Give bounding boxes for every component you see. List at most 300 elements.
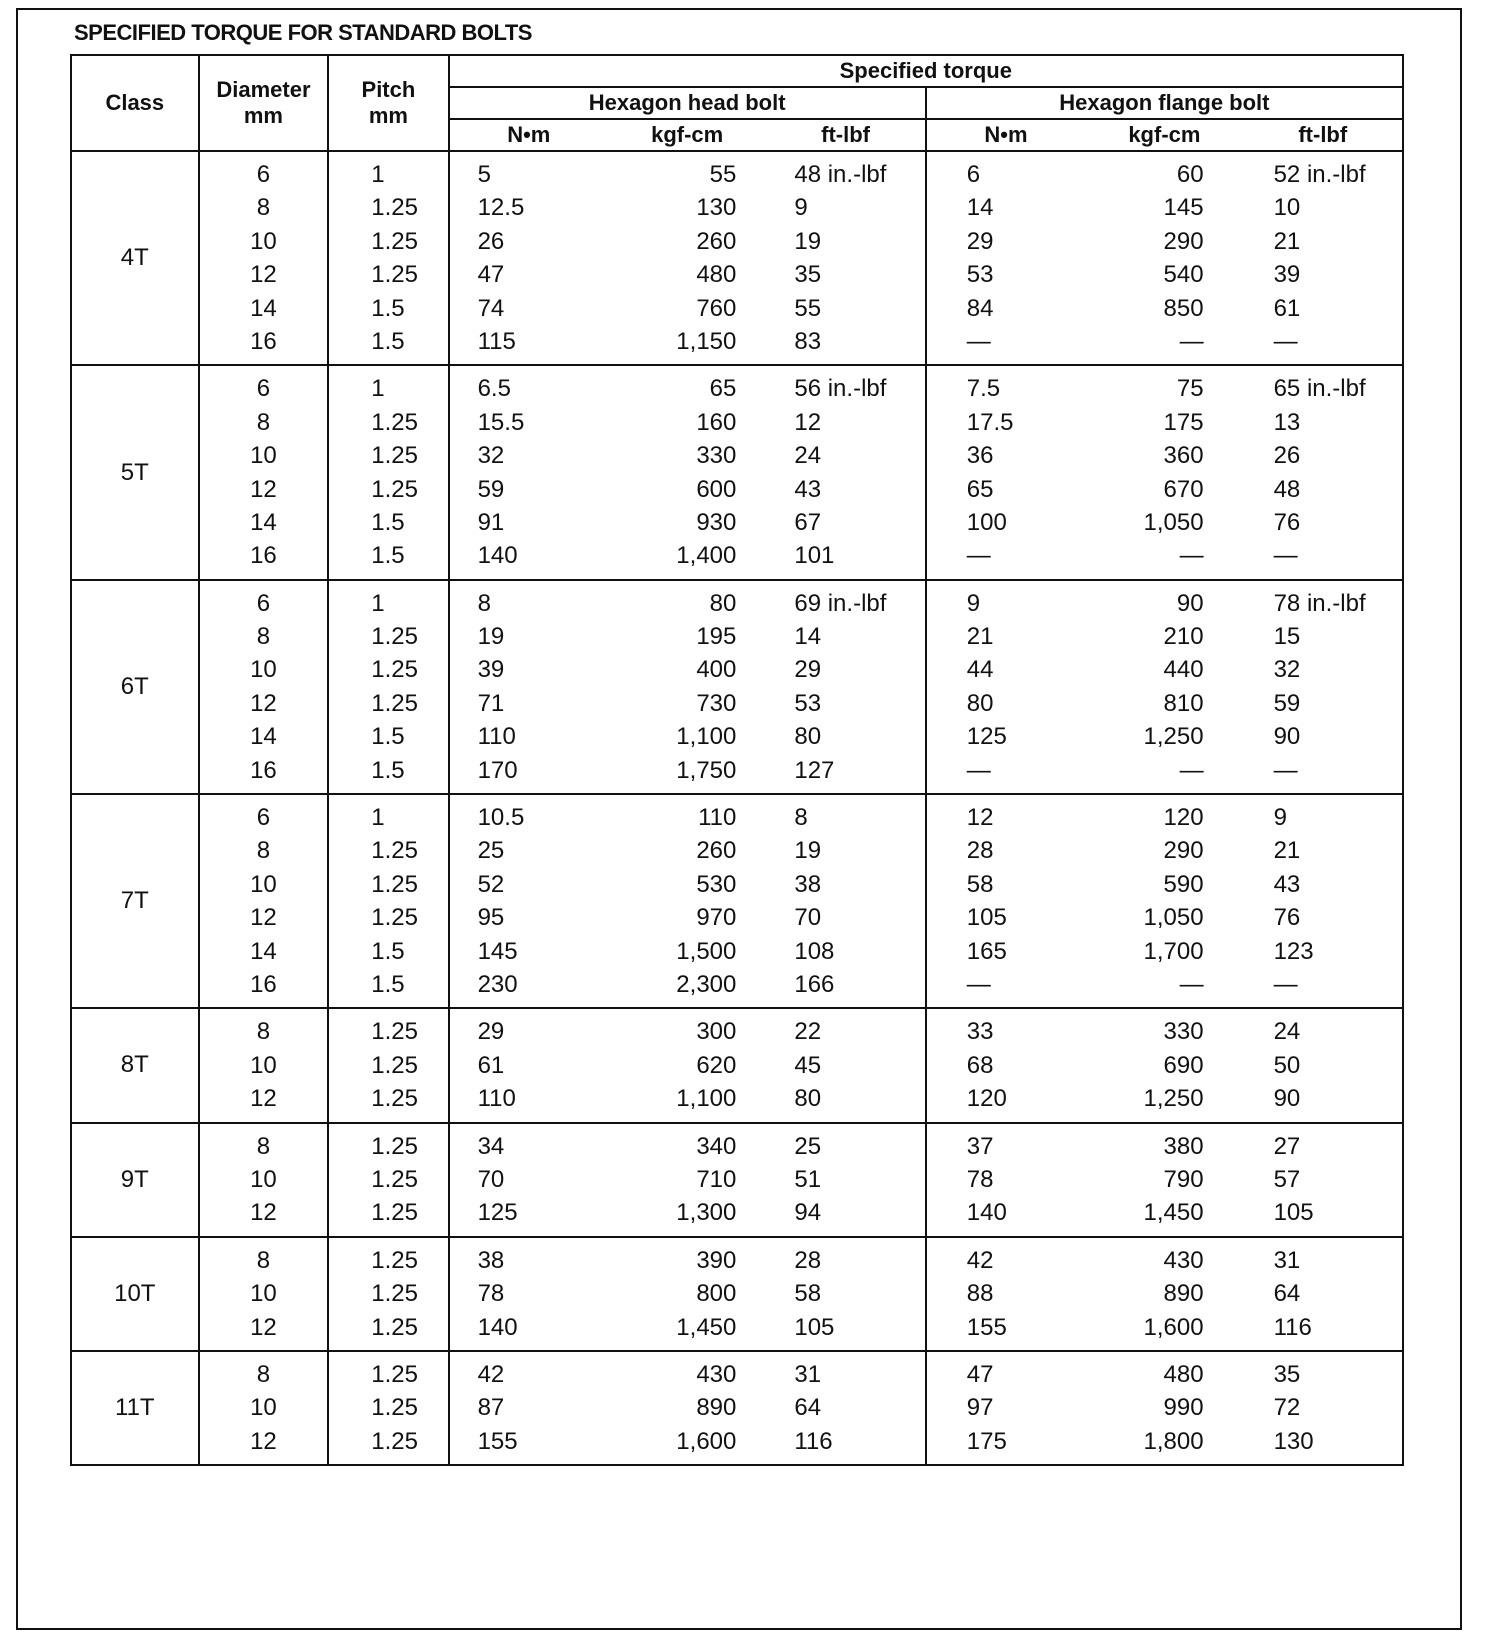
table-cell: 1.25 [371, 227, 418, 255]
table-cell: 166 [794, 970, 835, 998]
table-cell: 1.25 [371, 1165, 418, 1193]
table-cell: 145 [477, 937, 518, 965]
table-cell: — [1179, 756, 1204, 784]
page-title: SPECIFIED TORQUE FOR STANDARD BOLTS [74, 20, 532, 45]
table-cell: 1.25 [371, 1199, 418, 1227]
table-cell: 80 [794, 723, 822, 751]
table-cell: 600 [696, 475, 737, 503]
head-kgf-column [608, 801, 766, 1001]
table-cell: 8 [256, 194, 271, 222]
flange-kgf-column [1085, 1130, 1243, 1230]
table-cell: 44 [966, 656, 994, 684]
table-cell: 25 [477, 837, 505, 865]
table-cell: 1,100 [676, 723, 737, 751]
table-cell: 68 [966, 1051, 994, 1079]
header-flange-ftlbf: ft-lbf [1298, 122, 1348, 147]
header-diameter: Diameter mm [199, 55, 329, 151]
table-cell: 10.5 [477, 804, 525, 832]
table-cell: 29 [794, 656, 822, 684]
table-cell: 430 [1163, 1246, 1204, 1274]
header-hexagon-head-bolt: Hexagon head bolt [449, 87, 926, 119]
table-cell: 14 [250, 937, 277, 965]
table-cell: 43 [1273, 870, 1301, 898]
table-cell: 15 [1273, 623, 1301, 651]
table-cell: 51 [794, 1165, 822, 1193]
table-cell: 59 [477, 475, 505, 503]
class-cell [71, 794, 199, 1008]
table-cell: 540 [1163, 261, 1204, 289]
table-cell: 125 [966, 723, 1007, 751]
table-cell: 12 [250, 475, 277, 503]
header-head-nm: N•m [507, 122, 551, 147]
table-cell: 5 [477, 161, 491, 188]
table-cell: 47 [966, 1360, 994, 1388]
table-cell: 21 [966, 623, 994, 651]
table-cell: 75 [1176, 375, 1204, 403]
table-cell: 35 [794, 261, 822, 289]
table-cell: 64 [1273, 1280, 1301, 1308]
table-cell: 1,750 [676, 756, 737, 784]
header-flange-nm: N•m [984, 122, 1028, 147]
table-cell: 10 [250, 1051, 277, 1079]
table-cell: 31 [1273, 1246, 1301, 1274]
table-cell: 65 [709, 375, 737, 403]
table-cell: — [1179, 970, 1204, 998]
table-cell: 25 [794, 1132, 822, 1160]
table-cell: 8 [256, 1132, 271, 1160]
table-cell: 39 [477, 656, 505, 684]
header-head-units [449, 119, 926, 151]
flange-kgf-column [1085, 1244, 1243, 1344]
table-cell: 260 [696, 227, 737, 255]
table-cell: 110 [477, 1085, 516, 1113]
table-cell: 12 [250, 1427, 277, 1455]
table-cell: 60 [1176, 161, 1204, 188]
table-cell: 76 [1273, 508, 1301, 536]
table-cell: 1.25 [371, 1427, 418, 1455]
table-row [71, 1008, 1403, 1122]
head-ft-column [766, 801, 924, 1001]
header-head-kgf: kgf-cm [651, 122, 724, 147]
table-cell: 24 [1273, 1018, 1301, 1046]
table-cell: 1.5 [371, 937, 405, 965]
table-cell: 31 [794, 1360, 822, 1388]
table-cell: 1,050 [1143, 904, 1204, 932]
table-cell: 15.5 [477, 408, 525, 436]
table-cell: 80 [794, 1085, 822, 1113]
pitch-column [329, 1130, 447, 1230]
table-cell: 1.5 [371, 327, 405, 355]
table-cell: 29 [966, 227, 994, 255]
diameter-column [200, 587, 328, 787]
table-cell: 10 [250, 656, 277, 684]
table-cell: 160 [696, 408, 737, 436]
table-cell: 10 [250, 227, 277, 255]
table-cell: 10 [1273, 194, 1301, 222]
table-cell: 890 [696, 1394, 737, 1422]
table-cell: 1.25 [371, 1051, 418, 1079]
table-cell: 33 [966, 1018, 994, 1046]
table-cell: 1.25 [371, 408, 418, 436]
table-cell: 52 in.-lbf [1273, 161, 1366, 188]
pitch-column [329, 587, 447, 787]
table-cell: 6 [256, 589, 271, 617]
table-cell: 12 [966, 804, 994, 832]
table-cell: 127 [794, 756, 835, 784]
table-cell: — [1273, 756, 1298, 784]
table-cell: 48 in.-lbf [794, 161, 887, 188]
table-cell: 970 [696, 904, 737, 932]
table-cell: 1.25 [371, 475, 418, 503]
head-nm-column [450, 158, 608, 358]
table-cell: 1,450 [676, 1313, 737, 1341]
flange-kgf-column [1085, 158, 1243, 358]
table-cell: 380 [1163, 1132, 1204, 1160]
flange-nm-column [927, 1244, 1085, 1344]
table-cell: 72 [1273, 1394, 1301, 1422]
table-cell: 10 [250, 1165, 277, 1193]
header-hexagon-flange-bolt: Hexagon flange bolt [926, 87, 1403, 119]
flange-ft-column [1244, 587, 1402, 787]
table-cell: 260 [696, 837, 737, 865]
table-cell: 105 [794, 1313, 835, 1341]
table-cell: 78 [477, 1280, 505, 1308]
table-cell: 17.5 [966, 408, 1014, 436]
table-cell: 8 [256, 837, 271, 865]
head-nm-column [450, 1358, 608, 1458]
head-nm-column [450, 801, 608, 1001]
diameter-column [200, 1358, 328, 1458]
diameter-column [200, 1130, 328, 1230]
table-cell: 145 [1163, 194, 1204, 222]
head-nm-column [450, 372, 608, 572]
pitch-column [329, 1358, 447, 1458]
table-cell: 230 [477, 970, 518, 998]
flange-kgf-column [1085, 1358, 1243, 1458]
table-cell: 8 [256, 1018, 271, 1046]
table-cell: — [966, 970, 991, 998]
table-cell: 34 [477, 1132, 505, 1160]
table-cell: 430 [696, 1360, 737, 1388]
table-cell: 1,150 [676, 327, 737, 355]
table-cell: 38 [794, 870, 822, 898]
header-flange-kgf: kgf-cm [1128, 122, 1201, 147]
table-cell: 70 [794, 904, 822, 932]
table-cell: 24 [794, 442, 822, 470]
class-label: 10T [114, 1279, 156, 1307]
table-cell: 91 [477, 508, 505, 536]
table-cell: 19 [477, 623, 505, 651]
table-cell: 480 [696, 261, 737, 289]
table-cell: 530 [696, 870, 737, 898]
pitch-column [329, 1015, 447, 1115]
table-cell: 1.25 [371, 194, 418, 222]
table-cell: 9 [794, 194, 808, 222]
table-cell: 1.25 [371, 904, 418, 932]
table-cell: — [1179, 327, 1204, 355]
table-cell: 71 [477, 689, 505, 717]
table-cell: 1.5 [371, 294, 405, 322]
table-cell: 38 [477, 1246, 505, 1274]
table-cell: 360 [1163, 442, 1204, 470]
table-cell: 1.25 [371, 623, 418, 651]
table-cell: 21 [1273, 837, 1301, 865]
table-cell: 70 [477, 1165, 505, 1193]
table-cell: 120 [966, 1085, 1007, 1113]
table-cell: 12 [250, 1199, 277, 1227]
flange-ft-column [1244, 1130, 1402, 1230]
table-cell: 32 [1273, 656, 1301, 684]
table-cell: 42 [477, 1360, 505, 1388]
class-cell [71, 1237, 199, 1351]
head-kgf-column [608, 1130, 766, 1230]
table-cell: 480 [1163, 1360, 1204, 1388]
table-cell: 6 [966, 161, 981, 188]
diameter-column [200, 372, 328, 572]
flange-ft-column [1244, 1244, 1402, 1344]
pitch-column [329, 1244, 447, 1344]
table-row [71, 151, 1403, 365]
table-cell: 2,300 [676, 970, 737, 998]
table-cell: 1.25 [371, 261, 418, 289]
table-cell: 14 [966, 194, 994, 222]
table-cell: 800 [696, 1280, 737, 1308]
class-label: 6T [120, 672, 149, 700]
table-cell: — [966, 756, 991, 784]
table-cell: 1,100 [676, 1085, 737, 1113]
table-cell: 1.5 [371, 723, 405, 751]
head-ft-column [766, 372, 924, 572]
pitch-column [329, 158, 447, 358]
table-cell: 1,600 [676, 1427, 737, 1455]
table-cell: 116 [1273, 1313, 1312, 1341]
table-cell: 9 [966, 589, 981, 617]
table-cell: 58 [794, 1280, 822, 1308]
table-cell: 28 [794, 1246, 822, 1274]
header-class: Class [71, 55, 199, 151]
table-cell: 1.25 [371, 689, 418, 717]
table-cell: — [1273, 970, 1298, 998]
class-cell [71, 1008, 199, 1122]
header-pitch: Pitch mm [328, 55, 448, 151]
table-cell: 55 [794, 294, 822, 322]
table-cell: 67 [794, 508, 822, 536]
table-cell: 1.25 [371, 1313, 418, 1341]
table-cell: 14 [250, 508, 277, 536]
table-cell: 16 [250, 756, 277, 784]
flange-kgf-column [1085, 1015, 1243, 1115]
table-cell: 35 [1273, 1360, 1301, 1388]
table-cell: 45 [794, 1051, 822, 1079]
table-cell: 1.5 [371, 508, 405, 536]
table-cell: 101 [794, 542, 835, 570]
table-cell: 1.25 [371, 1132, 418, 1160]
table-cell: 32 [477, 442, 505, 470]
table-cell: 1,250 [1143, 723, 1204, 751]
table-cell: 165 [966, 937, 1007, 965]
table-cell: 42 [966, 1246, 994, 1274]
header-head-ftlbf: ft-lbf [821, 122, 870, 147]
flange-kgf-column [1085, 801, 1243, 1001]
class-label: 8T [120, 1051, 149, 1079]
table-cell: 80 [709, 589, 737, 617]
table-cell: 290 [1163, 227, 1204, 255]
table-cell: 110 [698, 804, 737, 832]
table-cell: 8 [256, 408, 271, 436]
table-cell: 37 [966, 1132, 994, 1160]
flange-nm-column [927, 1130, 1085, 1230]
table-cell: 790 [1163, 1165, 1204, 1193]
table-cell: 52 [477, 870, 505, 898]
table-cell: 59 [1273, 689, 1301, 717]
table-cell: 14 [250, 294, 277, 322]
table-cell: 12 [250, 689, 277, 717]
pitch-column [329, 372, 447, 572]
table-row [71, 1351, 1403, 1465]
flange-ft-column [1244, 801, 1402, 1001]
table-cell: 10 [250, 1280, 277, 1308]
flange-kgf-column [1085, 372, 1243, 572]
table-cell: 28 [966, 837, 994, 865]
table-cell: 47 [477, 261, 505, 289]
table-cell: 65 [966, 475, 994, 503]
table-cell: 1.25 [371, 1246, 418, 1274]
table-cell: 14 [794, 623, 822, 651]
head-kgf-column [608, 1358, 766, 1458]
table-cell: 1.25 [371, 870, 418, 898]
table-cell: 16 [250, 970, 277, 998]
table-cell: 74 [477, 294, 505, 322]
table-cell: 1.25 [371, 1394, 418, 1422]
table-cell: 1 [371, 375, 385, 403]
table-cell: 53 [794, 689, 822, 717]
table-cell: 65 in.-lbf [1273, 375, 1366, 403]
table-cell: 690 [1163, 1051, 1204, 1079]
table-cell: 130 [696, 194, 737, 222]
table-cell: 12 [250, 904, 277, 932]
table-cell: 50 [1273, 1051, 1301, 1079]
table-cell: — [1273, 327, 1298, 355]
diameter-column [200, 1244, 328, 1344]
table-cell: 1.25 [371, 1018, 418, 1046]
torque-table [70, 54, 1404, 1466]
table-cell: 195 [696, 623, 737, 651]
table-cell: 26 [477, 227, 505, 255]
table-cell: 175 [1163, 408, 1204, 436]
table-cell: 110 [477, 723, 516, 751]
table-cell: 80 [966, 689, 994, 717]
diameter-column [200, 158, 328, 358]
table-cell: 1.25 [371, 656, 418, 684]
table-cell: 61 [477, 1051, 505, 1079]
table-cell: 6.5 [477, 375, 511, 403]
table-cell: 1 [371, 804, 385, 832]
flange-ft-column [1244, 1015, 1402, 1115]
flange-nm-column [927, 801, 1085, 1001]
flange-nm-column [927, 158, 1085, 358]
table-cell: 29 [477, 1018, 505, 1046]
class-cell [71, 1123, 199, 1237]
table-row [71, 1237, 1403, 1351]
table-cell: 6 [256, 375, 271, 403]
table-cell: 87 [477, 1394, 505, 1422]
head-ft-column [766, 587, 924, 787]
table-cell: 115 [477, 327, 516, 355]
table-cell: 1.25 [371, 1280, 418, 1308]
head-ft-column [766, 1244, 924, 1344]
table-cell: 140 [477, 1313, 518, 1341]
table-cell: 1.25 [371, 837, 418, 865]
table-cell: 290 [1163, 837, 1204, 865]
table-cell: — [1179, 542, 1204, 570]
table-cell: 140 [966, 1199, 1007, 1227]
table-cell: 84 [966, 294, 994, 322]
class-label: 4T [120, 244, 149, 272]
table-row [71, 365, 1403, 579]
table-cell: 1,600 [1143, 1313, 1204, 1341]
flange-nm-column [927, 372, 1085, 572]
table-cell: 97 [966, 1394, 994, 1422]
table-cell: 1,500 [676, 937, 737, 965]
table-cell: 155 [966, 1313, 1007, 1341]
table-cell: 7.5 [966, 375, 1001, 403]
table-cell: 116 [794, 1427, 833, 1455]
head-kgf-column [608, 1015, 766, 1115]
table-cell: 1.25 [371, 1360, 418, 1388]
table-cell: 14 [250, 723, 277, 751]
table-cell: 1 [371, 161, 385, 188]
table-cell: 440 [1163, 656, 1204, 684]
table-cell: 890 [1163, 1280, 1204, 1308]
table-cell: 69 in.-lbf [794, 589, 887, 617]
head-ft-column [766, 1130, 924, 1230]
table-cell: 670 [1163, 475, 1204, 503]
table-cell: 83 [794, 327, 822, 355]
table-cell: 1,250 [1143, 1085, 1204, 1113]
head-ft-column [766, 1015, 924, 1115]
head-kgf-column [608, 1244, 766, 1344]
head-kgf-column [608, 587, 766, 787]
class-label: 11T [115, 1393, 155, 1421]
table-cell: 1.25 [371, 1085, 418, 1113]
table-cell: 390 [696, 1246, 737, 1274]
table-cell: 8 [256, 1246, 271, 1274]
table-cell: 78 in.-lbf [1273, 589, 1366, 617]
table-cell: 27 [1273, 1132, 1301, 1160]
table-cell: 36 [966, 442, 994, 470]
table-cell: 53 [966, 261, 994, 289]
table-cell: 1.5 [371, 970, 405, 998]
table-cell: 100 [966, 508, 1007, 536]
table-cell: 105 [1273, 1199, 1314, 1227]
flange-nm-column [927, 1358, 1085, 1458]
head-nm-column [450, 587, 608, 787]
head-nm-column [450, 1015, 608, 1115]
table-cell: 330 [1163, 1018, 1204, 1046]
head-kgf-column [608, 372, 766, 572]
table-cell: 26 [1273, 442, 1301, 470]
flange-nm-column [927, 1015, 1085, 1115]
table-cell: 48 [1273, 475, 1301, 503]
table-cell: 10 [250, 1394, 277, 1422]
table-cell: 88 [966, 1280, 994, 1308]
class-label: 5T [120, 458, 149, 486]
table-cell: 123 [1273, 937, 1314, 965]
table-cell: 8 [794, 804, 808, 832]
table-cell: 710 [696, 1165, 737, 1193]
table-cell: 43 [794, 475, 822, 503]
diameter-column [200, 801, 328, 1001]
